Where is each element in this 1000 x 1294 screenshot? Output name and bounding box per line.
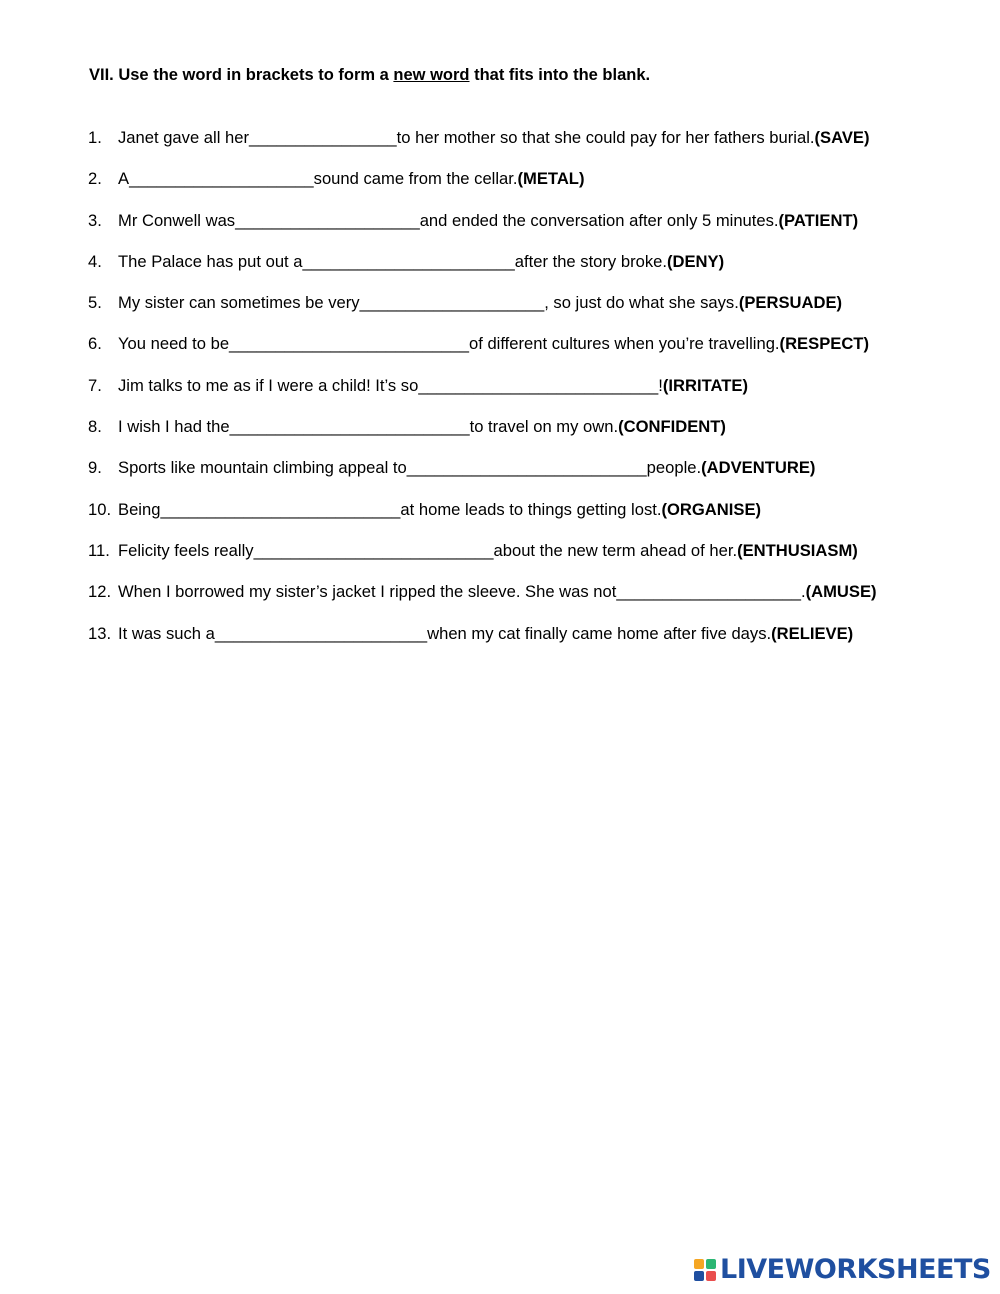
logo-mark-icon bbox=[694, 1259, 716, 1281]
question-item bbox=[88, 128, 877, 169]
question-text-after: sound came from the cellar. bbox=[313, 169, 518, 189]
question-text-before: Sports like mountain climbing appeal to bbox=[118, 458, 407, 478]
question-list bbox=[88, 128, 877, 665]
instruction-heading bbox=[89, 66, 650, 85]
answer-blank[interactable]: __________________________ bbox=[160, 499, 401, 519]
instruction-underlined: new word bbox=[393, 66, 470, 84]
answer-blank[interactable]: ____________________ bbox=[129, 169, 314, 189]
question-item bbox=[88, 334, 877, 375]
answer-blank[interactable]: __________________________ bbox=[229, 334, 469, 354]
question-number: 12. bbox=[88, 582, 112, 602]
question-text-before: Felicity feels really bbox=[118, 540, 254, 560]
question-text-before: Mr Conwell was bbox=[118, 210, 236, 230]
question-text-after: to her mother so that she could pay for her fathers burial. bbox=[396, 128, 815, 147]
question-item bbox=[88, 252, 877, 293]
question-keyword: (DENY) bbox=[666, 251, 725, 271]
question-number: 11. bbox=[88, 540, 110, 560]
question-text-before: It was such a bbox=[118, 623, 215, 643]
answer-blank[interactable]: __________________________ bbox=[253, 540, 494, 560]
question-keyword: (IRRITATE) bbox=[662, 375, 749, 395]
question-item bbox=[88, 417, 877, 458]
question-text-before: A bbox=[118, 169, 130, 189]
question-text-after: of different cultures when you’re travelling. bbox=[469, 334, 780, 354]
answer-blank[interactable]: __________________________ bbox=[418, 375, 659, 395]
question-number: 9. bbox=[88, 458, 102, 478]
question-number: 8. bbox=[88, 417, 102, 437]
logo-text: LIVEWORKSHEETS bbox=[720, 1254, 991, 1285]
answer-blank[interactable]: ________________ bbox=[249, 128, 397, 147]
question-keyword: (ORGANISE) bbox=[661, 499, 762, 519]
instruction-prefix: VII. Use the word in brackets to form a bbox=[89, 66, 394, 84]
question-item bbox=[88, 293, 877, 334]
question-keyword: (PATIENT) bbox=[778, 210, 859, 230]
question-number: 6. bbox=[88, 334, 102, 354]
question-number: 13. bbox=[88, 623, 112, 643]
question-text-before: My sister can sometimes be very bbox=[118, 293, 360, 313]
question-text-before: When I borrowed my sister’s jacket I ripped the sleeve. She was not bbox=[118, 582, 617, 602]
question-keyword: (METAL) bbox=[517, 169, 585, 189]
question-number: 5. bbox=[88, 293, 102, 313]
question-text-after: after the story broke. bbox=[514, 251, 667, 271]
question-keyword: (AMUSE) bbox=[805, 582, 877, 602]
question-text-before: Being bbox=[118, 499, 161, 519]
question-text-before: I wish I had the bbox=[118, 417, 230, 437]
question-text-after: and ended the conversation after only 5 minutes. bbox=[419, 210, 779, 230]
question-number: 1. bbox=[88, 128, 102, 147]
question-text-after: about the new term ahead of her. bbox=[493, 540, 738, 560]
question-item bbox=[88, 211, 877, 252]
question-text-before: The Palace has put out a bbox=[118, 251, 303, 271]
question-item bbox=[88, 624, 877, 665]
question-number: 4. bbox=[88, 251, 102, 271]
question-text-after: when my cat finally came home after five days. bbox=[427, 623, 772, 643]
question-text-after: ! bbox=[658, 375, 663, 395]
answer-blank[interactable]: __________________________ bbox=[406, 458, 647, 478]
question-keyword: (SAVE) bbox=[814, 128, 870, 147]
question-item bbox=[88, 458, 877, 499]
question-number: 7. bbox=[88, 375, 102, 395]
liveworksheets-logo bbox=[694, 1254, 991, 1285]
question-keyword: (RELIEVE) bbox=[771, 623, 854, 643]
question-number: 10. bbox=[88, 499, 112, 519]
question-text-after: people. bbox=[646, 458, 702, 478]
question-keyword: (ENTHUSIASM) bbox=[737, 540, 858, 560]
answer-blank[interactable]: ____________________ bbox=[359, 293, 545, 313]
question-text-after: . bbox=[800, 582, 806, 602]
instruction-suffix: that fits into the blank. bbox=[469, 66, 651, 84]
answer-blank[interactable]: ____________________ bbox=[235, 210, 420, 230]
answer-blank[interactable]: __________________________ bbox=[229, 417, 470, 437]
question-text-before: Janet gave all her bbox=[118, 128, 249, 147]
question-number: 2. bbox=[88, 169, 102, 189]
question-item bbox=[88, 500, 877, 541]
question-text-after: , so just do what she says. bbox=[544, 293, 739, 313]
question-text-after: at home leads to things getting lost. bbox=[400, 499, 662, 519]
answer-blank[interactable]: _______________________ bbox=[302, 251, 515, 271]
question-keyword: (CONFIDENT) bbox=[618, 417, 726, 437]
question-item bbox=[88, 541, 877, 582]
question-item bbox=[88, 582, 877, 623]
question-text-after: to travel on my own. bbox=[469, 417, 619, 437]
question-item bbox=[88, 376, 877, 417]
question-keyword: (PERSUADE) bbox=[738, 293, 843, 313]
answer-blank[interactable]: _______________________ bbox=[214, 623, 428, 643]
question-item bbox=[88, 169, 877, 210]
question-text-before: Jim talks to me as if I were a child! It’s so bbox=[118, 375, 419, 395]
question-keyword: (ADVENTURE) bbox=[701, 458, 816, 478]
question-number: 3. bbox=[88, 210, 102, 230]
question-keyword: (RESPECT) bbox=[779, 334, 869, 354]
answer-blank[interactable]: ____________________ bbox=[616, 582, 801, 602]
question-text-before: You need to be bbox=[118, 334, 230, 354]
